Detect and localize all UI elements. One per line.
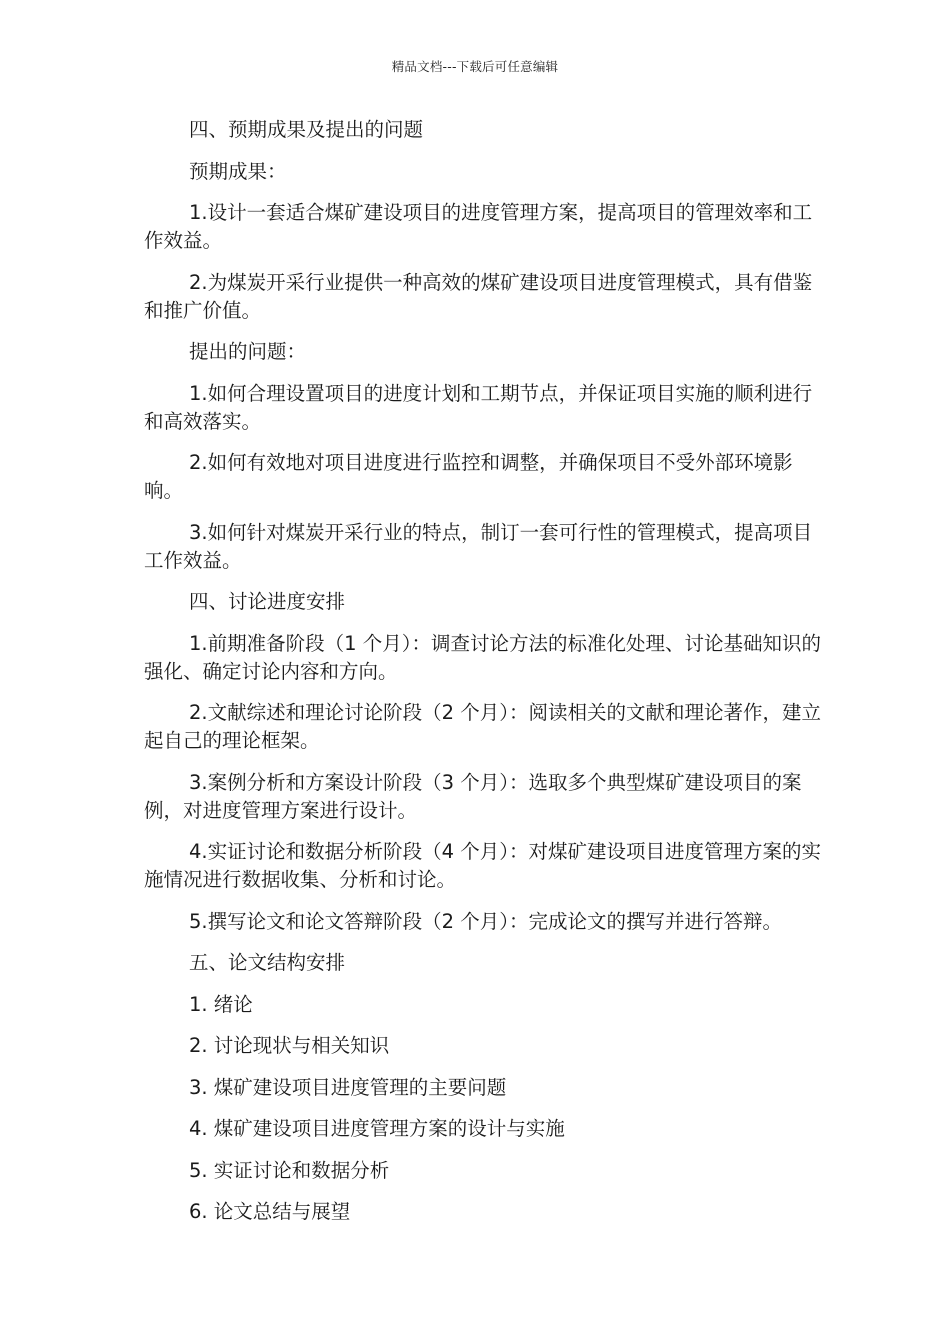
outline-item: 6. 论文总结与展望 (189, 1200, 351, 1223)
outline-item: 1. 绪论 (189, 992, 253, 1016)
expected-result-2: 2.为煤炭开采行业提供一种高效的煤矿建设项目进度管理模式，具有借鉴和推广价值。 (144, 270, 813, 322)
expected-result-1: 1.设计一套适合煤矿建设项目的进度管理方案，提高项目的管理效率和工作效益。 (144, 201, 813, 252)
section-heading-schedule: 四、讨论进度安排 (189, 590, 346, 613)
schedule-stage-4: 4.实证讨论和数据分析阶段（4 个月）：对煤矿建设项目进度管理方案的实施情况进行数据收集、分析和讨论。 (144, 840, 821, 891)
document-body (144, 116, 824, 1240)
question-2: 2.如何有效地对项目进度进行监控和调整，并确保项目不受外部环境影响。 (144, 451, 793, 502)
outline-item: 3. 煤矿建设项目进度管理的主要问题 (189, 1075, 507, 1099)
schedule-stage-5: 5.撰写论文和论文答辩阶段（2 个月）：完成论文的撰写并进行答辩。 (189, 909, 782, 933)
subheading-expected-results: 预期成果： (189, 159, 287, 183)
outline-item: 2. 讨论现状与相关知识 (189, 1034, 390, 1057)
section-heading-structure: 五、论文结构安排 (189, 951, 346, 974)
question-3: 3.如何针对煤炭开采行业的特点，制订一套可行性的管理模式，提高项目工作效益。 (144, 520, 813, 572)
page-header: 精品文档---下载后可任意编辑 (391, 59, 559, 74)
outline-item: 4. 煤矿建设项目进度管理方案的设计与实施 (189, 1117, 565, 1140)
subheading-questions: 提出的问题： (189, 340, 307, 363)
section-heading-expected-results: 四、预期成果及提出的问题 (189, 118, 424, 141)
schedule-stage-1: 1.前期准备阶段（1 个月）：调查讨论方法的标准化处理、讨论基础知识的强化、确定讨论内容和方向。 (144, 631, 821, 683)
schedule-stage-2: 2.文献综述和理论讨论阶段（2 个月）：阅读相关的文献和理论著作，建立起自己的理论框架。 (144, 701, 821, 752)
schedule-stage-3: 3.案例分析和方案设计阶段（3 个月）：选取多个典型煤矿建设项目的案例，对进度管理方案进行设计。 (144, 770, 802, 822)
outline-item: 5. 实证讨论和数据分析 (189, 1158, 390, 1182)
question-1: 1.如何合理设置项目的进度计划和工期节点，并保证项目实施的顺利进行和高效落实。 (144, 381, 813, 433)
